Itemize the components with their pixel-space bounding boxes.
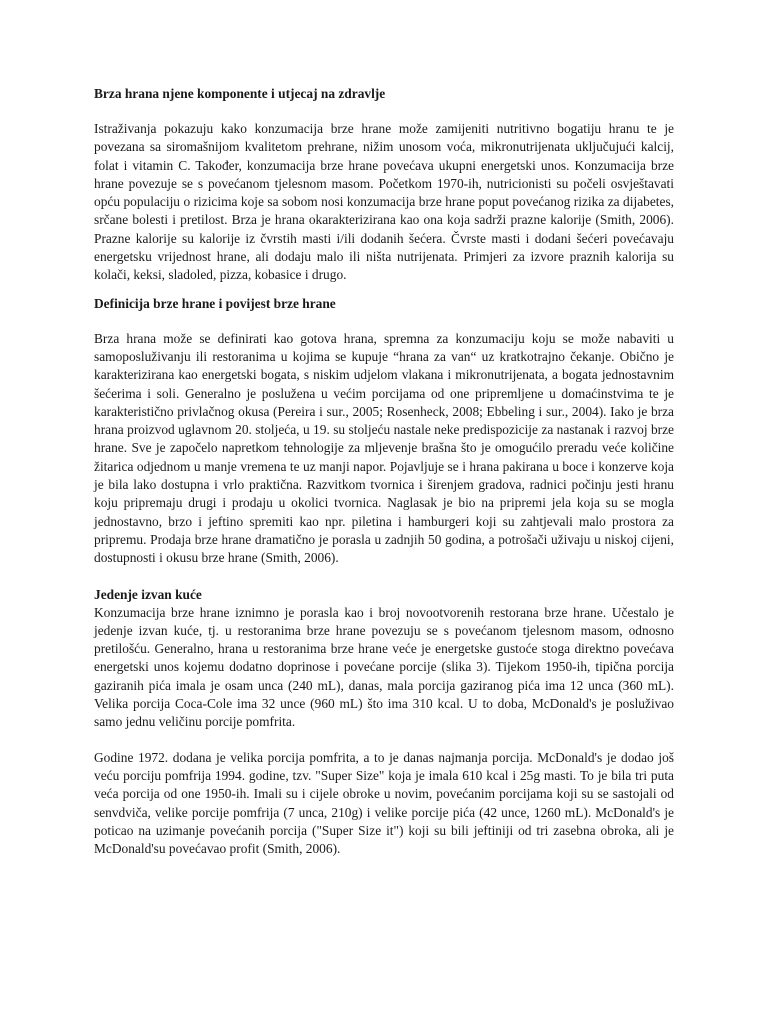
paragraph-eating-out: Konzumacija brze hrane iznimno je porasla kao i broj novootvorenih restorana brze hrane. Učestalo je jedenje izvan kuće, tj. u restoranima brze hrane povezuju se s povećanom tjelesnom masom, odnosno pretilošću. Generalno, hrana u restoranima brze hrane veće je energetske gustoće stoga direktno povećava energetski unos kojemu dodatno doprinose i povećane porcije (slika 3). Tijekom 1950-ih, tipična porcija gaziranih pića imala je osam unca (240 mL), danas, mala porcija gaziranog pića ima 12 unca (360 mL). Velika porcija Coca-Cole ima 32 unce (960 mL) što ima 310 kcal. U to doba, McDonald's je posluživao samo jednu veličinu porcije pomfrita. — [94, 604, 674, 730]
spacer — [94, 103, 674, 120]
heading-definition-history: Definicija brze hrane i povijest brze hrane — [94, 295, 336, 311]
spacer — [94, 732, 674, 749]
document-page — [94, 84, 674, 858]
spacer — [94, 313, 674, 330]
paragraph-portion-sizes: Godine 1972. dodana je velika porcija pomfrita, a to je danas najmanja porcija. McDonald's je dodao još veću porciju pomfrija 1994. godine, tzv. "Super Size" koja je imala 610 kcal i 25g masti. To je bila tri puta veća porcija od one 1950-ih. Imali su i cijele obroke u novim, povećanim porcijama koji su se sastojali od senvdviča, velike porcije pomfrija (7 unca, 210g) i velike porcije pića (42 unce, 1260 mL). McDonald's je poticao na uzimanje povećanih porcija ("Super Size it") koji su bili jeftiniji od tri zasebna obroka, ali je McDonald'su povećavao profit (Smith, 2006). — [94, 749, 674, 857]
spacer — [94, 285, 674, 294]
heading-fast-food-components: Brza hrana njene komponente i utjecaj na zdravlje — [94, 86, 386, 101]
spacer — [94, 568, 674, 585]
paragraph-intro: Istraživanja pokazuju kako konzumacija brze hrane može zamijeniti nutritivno bogatiju hranu te je povezana sa siromašnijom kvalitetom prehrane, nižim unosom voća, mikronutrijenata uključujući kalcij, folat i vitamin C. Također, konzumacija brze hrane povećava ukupni energetski unos. Konzumacija brze hrane povezuje se s povećanom tjelesnom masom. Početkom 1970-ih, nutricionisti su počeli osvještavati opću populaciju o rizicima koje sa sobom nosi konzumacija brze hrane poput povećanog rizika za dijabetes, srčane bolesti i pretilost. Brza je hrana okarakterizirana kao ona koja sadrži prazne kalorije (Smith, 2006). Prazne kalorije su kalorije iz čvrstih masti i/ili dodanih šećera. Čvrste masti i dodani šećeri povećavaju energetsku vrijednost hrane, ali dodaju malo ili ništa nutrijenata. Primjeri za izvore praznih kalorija su kolači, keksi, sladoled, pizza, kobasice i drugo. — [94, 121, 674, 283]
heading-eating-out: Jedenje izvan kuće — [94, 586, 202, 602]
paragraph-definition: Brza hrana može se definirati kao gotova hrana, spremna za konzumaciju koju se može nabaviti u samoposluživanju ili restoranima u kojima se kupuje “hrana za van“ uz kratkotrajno čekanje. Obično je karakterizirana kao energetski bogata, s niskim udjelom vlakana i mikronutrijenata, a bogata jednostavnim šećerima i soli. Generalno je poslužena u većim porcijama od one pripremljene u domaćinstvima te je karakteristično privlačnog okusa (Pereira i sur., 2005; Rosenheck, 2008; Ebbeling i sur., 2004). Iako je brza hrana proizvod uglavnom 20. stoljeća, u 19. su stoljeću nastale neke predispozicije za nastanak i razvoj brze hrane. Sve je započelo napretkom tehnologije za mljevenje brašna što je omogućilo preradu veće količine žitarica odjednom u manje vremena te uz manji napor. Pojavljuje se i hrana pakirana u boce i konzerve koja je bila lako dostupna i vrlo praktična. Razvitkom tvornica i širenjem gradova, radnici počinju jesti hranu koju pripremaju drugi i prodaju u okolici tvornica. Naglasak je bio na pripremi jela koja su se mogla jednostavno, brzo i jeftino spremiti kao npr. piletina i hamburgeri koji su zahtjevali malo prostora za pripremu. Prodaja brze hrane dramatično je porasla u zadnjih 50 godina, a potrošači uživaju u niskoj cijeni, dostupnosti i okusu brze hrane (Smith, 2006). — [94, 330, 674, 566]
